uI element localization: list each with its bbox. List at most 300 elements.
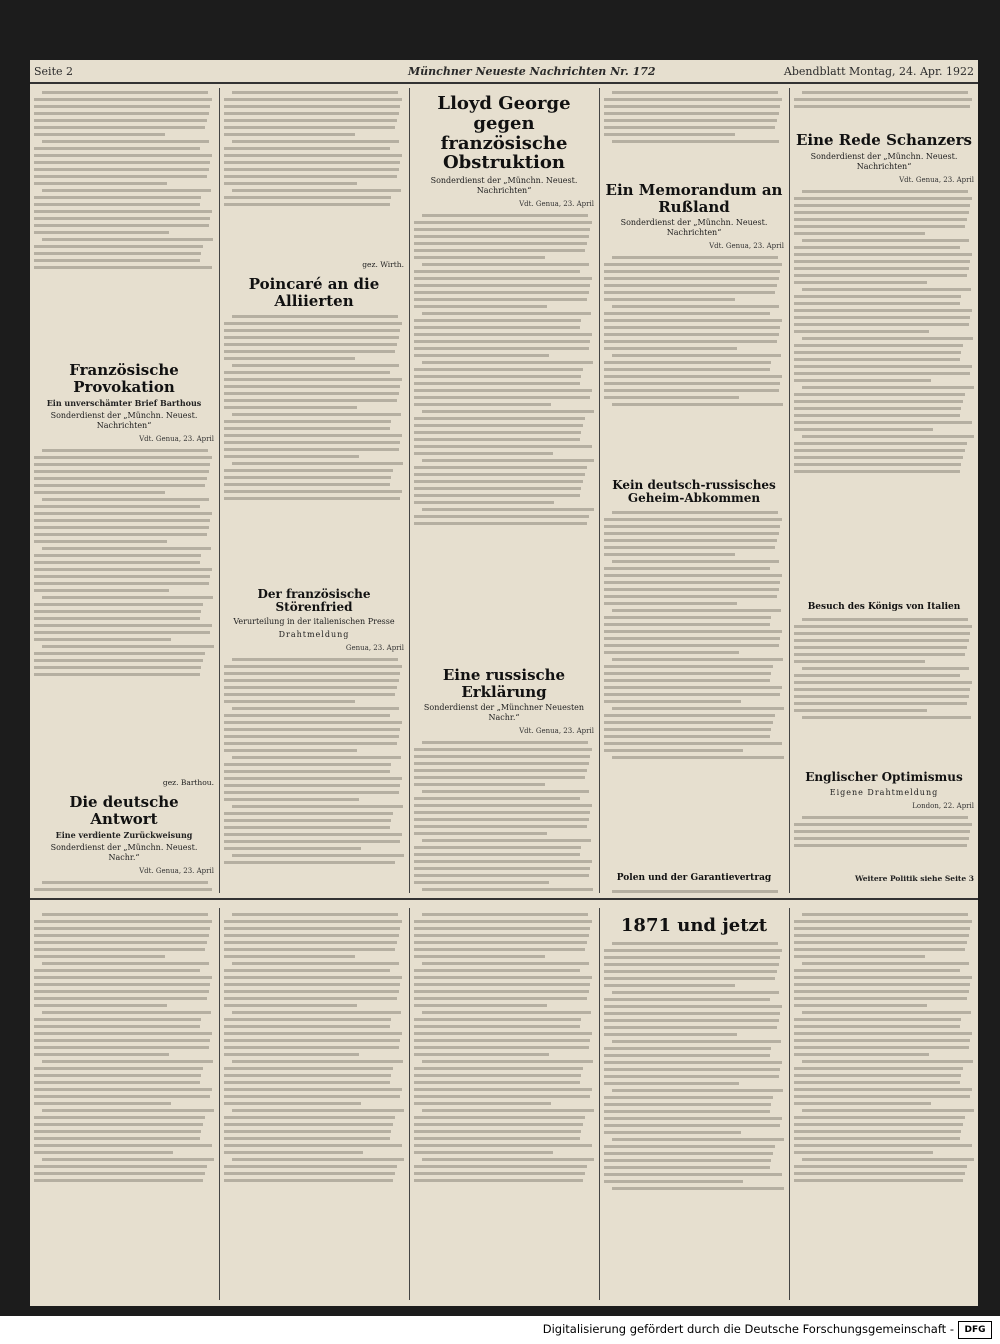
text-line bbox=[414, 424, 583, 427]
text-line bbox=[34, 147, 200, 150]
article-text bbox=[604, 253, 784, 473]
text-line bbox=[604, 956, 780, 959]
text-line bbox=[224, 777, 402, 780]
text-line bbox=[34, 990, 209, 993]
text-line bbox=[34, 659, 203, 662]
text-line bbox=[224, 490, 402, 493]
text-line bbox=[34, 98, 212, 101]
text-line bbox=[34, 463, 210, 466]
text-line bbox=[224, 378, 402, 381]
text-line bbox=[224, 399, 397, 402]
text-line bbox=[794, 709, 927, 712]
text-line bbox=[34, 997, 207, 1000]
digitization-footer bbox=[0, 1316, 1000, 1344]
text-line bbox=[794, 830, 970, 833]
text-line bbox=[794, 407, 961, 410]
text-line bbox=[604, 567, 770, 570]
text-line bbox=[224, 1137, 390, 1140]
headline: Besuch des Königs von Italien bbox=[807, 601, 961, 612]
text-line bbox=[422, 410, 594, 413]
subheadline: Ein unverschämter Brief Barthous bbox=[46, 398, 202, 408]
text-line bbox=[34, 617, 200, 620]
source-line: Sonderdienst der „Münchn. Neuest. Nachrichten“ bbox=[50, 411, 198, 430]
text-line bbox=[794, 316, 970, 319]
text-line bbox=[794, 1123, 963, 1126]
text-line bbox=[224, 434, 402, 437]
text-line bbox=[604, 1180, 743, 1183]
text-line bbox=[414, 769, 587, 772]
text-line bbox=[34, 112, 209, 115]
text-line bbox=[414, 445, 592, 448]
text-line bbox=[224, 672, 400, 675]
text-line bbox=[224, 357, 355, 360]
text-line bbox=[414, 417, 585, 420]
text-line bbox=[414, 340, 590, 343]
text-line bbox=[224, 969, 390, 972]
text-line bbox=[224, 819, 391, 822]
text-line bbox=[794, 639, 969, 642]
column-5 bbox=[794, 88, 974, 893]
text-line bbox=[794, 1004, 927, 1007]
text-line bbox=[232, 913, 398, 916]
text-line bbox=[224, 371, 390, 374]
text-line bbox=[224, 427, 390, 430]
text-line bbox=[604, 735, 770, 738]
text-line bbox=[794, 948, 965, 951]
text-line bbox=[794, 344, 963, 347]
headline: Polen und der Garantievertrag bbox=[616, 873, 772, 884]
text-line bbox=[414, 347, 589, 350]
text-line bbox=[34, 1004, 167, 1007]
text-line bbox=[414, 1102, 551, 1105]
text-line bbox=[224, 1130, 391, 1133]
text-line bbox=[604, 665, 773, 668]
text-line bbox=[604, 1082, 739, 1085]
text-line bbox=[414, 948, 585, 951]
text-line bbox=[34, 1179, 203, 1182]
text-line bbox=[414, 354, 549, 357]
headline: Lloyd George gegen französische Obstruktion bbox=[437, 93, 571, 174]
text-line bbox=[34, 1151, 173, 1154]
text-line bbox=[34, 1123, 203, 1126]
text-line bbox=[414, 1025, 580, 1028]
text-line bbox=[224, 735, 399, 738]
text-line bbox=[224, 147, 390, 150]
text-line bbox=[414, 1046, 589, 1049]
text-line bbox=[794, 1151, 933, 1154]
text-line bbox=[604, 672, 771, 675]
text-line bbox=[34, 477, 207, 480]
text-line bbox=[224, 1095, 400, 1098]
text-line bbox=[34, 1130, 201, 1133]
text-line bbox=[34, 1095, 210, 1098]
text-line bbox=[224, 448, 399, 451]
text-line bbox=[34, 161, 210, 164]
text-line bbox=[224, 126, 395, 129]
bottom-column-5 bbox=[794, 910, 974, 1302]
text-line bbox=[612, 305, 779, 308]
text-line bbox=[34, 941, 207, 944]
text-line bbox=[42, 498, 209, 501]
text-line bbox=[422, 888, 593, 891]
text-line bbox=[224, 1018, 391, 1021]
column-4 bbox=[604, 88, 784, 893]
text-line bbox=[224, 1046, 399, 1049]
text-line bbox=[794, 358, 960, 361]
text-line bbox=[34, 955, 165, 958]
text-line bbox=[224, 721, 402, 724]
text-line bbox=[422, 312, 591, 315]
text-line bbox=[34, 470, 209, 473]
text-line bbox=[794, 372, 970, 375]
text-line bbox=[794, 442, 967, 445]
text-line bbox=[34, 1018, 201, 1021]
text-line bbox=[414, 1144, 592, 1147]
text-line bbox=[34, 1144, 212, 1147]
text-line bbox=[232, 1158, 404, 1161]
text-line bbox=[224, 927, 400, 930]
text-line bbox=[604, 700, 741, 703]
article-text bbox=[794, 910, 974, 1302]
text-line bbox=[794, 997, 967, 1000]
text-line bbox=[794, 990, 969, 993]
text-line bbox=[612, 140, 779, 143]
text-line bbox=[794, 632, 970, 635]
text-line bbox=[414, 983, 590, 986]
text-line bbox=[42, 881, 208, 884]
text-line bbox=[414, 235, 589, 238]
text-line bbox=[414, 1074, 581, 1077]
text-line bbox=[612, 1138, 784, 1141]
text-line bbox=[422, 1011, 591, 1014]
text-line bbox=[604, 686, 782, 689]
text-line bbox=[794, 646, 967, 649]
text-line bbox=[224, 1053, 359, 1056]
text-line bbox=[224, 392, 399, 395]
text-line bbox=[224, 1165, 397, 1168]
text-line bbox=[414, 804, 592, 807]
text-line bbox=[42, 1158, 214, 1161]
text-line bbox=[224, 714, 390, 717]
text-line bbox=[34, 631, 210, 634]
text-line bbox=[604, 970, 777, 973]
text-line bbox=[414, 1151, 553, 1154]
text-line bbox=[232, 315, 398, 318]
text-line bbox=[414, 494, 580, 497]
subheadline: Verurteilung in der italienischen Presse bbox=[233, 617, 395, 627]
text-line bbox=[34, 526, 209, 529]
bottom-column-3 bbox=[414, 910, 594, 1302]
text-line bbox=[34, 1025, 200, 1028]
text-line bbox=[224, 1116, 395, 1119]
text-line bbox=[604, 581, 780, 584]
text-line bbox=[414, 249, 585, 252]
text-line bbox=[604, 1173, 782, 1176]
text-line bbox=[34, 666, 201, 669]
text-line bbox=[794, 1137, 960, 1140]
text-line bbox=[794, 1067, 963, 1070]
text-line bbox=[34, 182, 167, 185]
text-line bbox=[604, 602, 737, 605]
article-text bbox=[34, 878, 214, 893]
text-line bbox=[232, 756, 401, 759]
text-line bbox=[604, 574, 782, 577]
text-line bbox=[612, 890, 778, 893]
text-line bbox=[34, 983, 210, 986]
text-line bbox=[232, 1060, 403, 1063]
text-line bbox=[604, 984, 735, 987]
text-line bbox=[414, 818, 589, 821]
text-line bbox=[612, 354, 781, 357]
text-line bbox=[232, 91, 398, 94]
text-line bbox=[802, 816, 968, 819]
text-line bbox=[224, 700, 355, 703]
text-line bbox=[414, 797, 580, 800]
text-line bbox=[794, 1039, 970, 1042]
column-rule bbox=[789, 88, 790, 893]
text-line bbox=[224, 203, 390, 206]
text-line bbox=[42, 913, 208, 916]
text-line bbox=[224, 133, 355, 136]
text-line bbox=[34, 652, 205, 655]
text-line bbox=[34, 231, 169, 234]
text-line bbox=[794, 351, 961, 354]
text-line bbox=[794, 1032, 972, 1035]
text-line bbox=[802, 716, 971, 719]
text-line bbox=[604, 340, 777, 343]
text-line bbox=[224, 742, 397, 745]
text-line bbox=[224, 686, 397, 689]
text-line bbox=[224, 833, 402, 836]
text-line bbox=[34, 624, 212, 627]
text-line bbox=[34, 245, 203, 248]
text-line bbox=[604, 1026, 777, 1029]
text-line bbox=[604, 977, 775, 980]
text-line bbox=[34, 1172, 205, 1175]
text-line bbox=[414, 326, 580, 329]
text-line bbox=[794, 844, 967, 847]
dateline: Vdt. Genua, 23. April bbox=[519, 200, 594, 209]
text-line bbox=[604, 518, 782, 521]
text-line bbox=[232, 962, 399, 965]
headline: Kein deutsch-russisches Geheim-Abkommen bbox=[612, 478, 776, 506]
text-line bbox=[414, 1172, 585, 1175]
text-line bbox=[794, 400, 963, 403]
text-line bbox=[604, 291, 775, 294]
text-line bbox=[794, 625, 972, 628]
source-line: Sonderdienst der „Münchn. Neuest. Nachr.“ bbox=[50, 843, 198, 862]
text-line bbox=[604, 693, 780, 696]
text-line bbox=[34, 1102, 171, 1105]
text-line bbox=[604, 651, 739, 654]
text-line bbox=[224, 476, 391, 479]
text-line bbox=[42, 645, 214, 648]
headline: Die deutsche Antwort bbox=[69, 793, 179, 828]
text-line bbox=[794, 470, 960, 473]
text-line bbox=[224, 343, 397, 346]
text-line bbox=[414, 1067, 583, 1070]
text-line bbox=[612, 1089, 783, 1092]
text-line bbox=[794, 920, 972, 923]
text-line bbox=[224, 826, 390, 829]
text-line bbox=[224, 763, 391, 766]
text-line bbox=[224, 1004, 357, 1007]
text-line bbox=[34, 196, 201, 199]
text-line bbox=[604, 749, 743, 752]
text-line bbox=[422, 1109, 594, 1112]
newspaper-page bbox=[30, 60, 978, 1306]
text-line bbox=[224, 997, 397, 1000]
text-line bbox=[794, 674, 960, 677]
text-line bbox=[604, 375, 782, 378]
text-line bbox=[224, 693, 395, 696]
text-line bbox=[604, 105, 780, 108]
text-line bbox=[422, 1158, 594, 1161]
text-line bbox=[414, 846, 581, 849]
text-line bbox=[794, 1025, 960, 1028]
text-line bbox=[224, 861, 395, 864]
headline: 1871 und jetzt bbox=[620, 915, 768, 936]
text-line bbox=[42, 547, 211, 550]
masthead: Münchner Neueste Nachrichten Nr. 172 bbox=[408, 65, 656, 78]
text-line bbox=[414, 298, 587, 301]
text-line bbox=[604, 284, 777, 287]
text-line bbox=[224, 336, 399, 339]
text-line bbox=[42, 1011, 211, 1014]
text-line bbox=[604, 1131, 741, 1134]
text-line bbox=[224, 420, 391, 423]
text-line bbox=[604, 1124, 780, 1127]
text-line bbox=[604, 1159, 771, 1162]
article-text bbox=[34, 88, 214, 356]
text-line bbox=[34, 1039, 210, 1042]
text-line bbox=[422, 459, 594, 462]
text-line bbox=[34, 920, 212, 923]
text-line bbox=[612, 403, 783, 406]
text-line bbox=[224, 955, 355, 958]
text-line bbox=[604, 553, 735, 556]
text-line bbox=[422, 508, 594, 511]
text-line bbox=[794, 1081, 960, 1084]
article-text bbox=[34, 910, 214, 1302]
text-line bbox=[794, 211, 969, 214]
text-line bbox=[224, 791, 399, 794]
text-line bbox=[34, 133, 165, 136]
text-line bbox=[612, 91, 778, 94]
wire-line: Drahtmeldung bbox=[278, 630, 350, 640]
text-line bbox=[794, 941, 967, 944]
text-line bbox=[34, 224, 209, 227]
text-line bbox=[794, 1095, 970, 1098]
text-line bbox=[224, 119, 397, 122]
text-line bbox=[414, 825, 587, 828]
text-line bbox=[604, 361, 771, 364]
text-line bbox=[34, 934, 209, 937]
text-line bbox=[802, 913, 968, 916]
text-line bbox=[604, 389, 779, 392]
text-line bbox=[604, 728, 771, 731]
text-line bbox=[224, 322, 402, 325]
text-line bbox=[42, 1060, 213, 1063]
text-line bbox=[612, 756, 784, 759]
text-line bbox=[604, 595, 777, 598]
dateline: Genua, 23. April bbox=[345, 644, 404, 653]
dfg-logo: DFG bbox=[958, 1321, 992, 1339]
text-line bbox=[794, 955, 925, 958]
text-line bbox=[414, 881, 549, 884]
text-line bbox=[34, 512, 212, 515]
article-text bbox=[604, 508, 784, 868]
text-line bbox=[794, 295, 961, 298]
text-line bbox=[794, 421, 972, 424]
text-line bbox=[34, 969, 200, 972]
text-line bbox=[414, 480, 583, 483]
text-line bbox=[414, 832, 547, 835]
text-line bbox=[414, 853, 580, 856]
article-text bbox=[604, 939, 784, 1299]
text-line bbox=[422, 839, 591, 842]
text-line bbox=[794, 1179, 963, 1182]
text-line bbox=[612, 560, 779, 563]
text-line bbox=[802, 91, 968, 94]
text-line bbox=[34, 217, 210, 220]
page-header bbox=[30, 60, 978, 84]
text-line bbox=[422, 913, 588, 916]
headline: Eine Rede Schanzers bbox=[796, 131, 972, 149]
text-line bbox=[794, 218, 967, 221]
text-line bbox=[604, 270, 780, 273]
text-line bbox=[414, 1116, 585, 1119]
text-line bbox=[34, 554, 201, 557]
text-line bbox=[794, 414, 960, 417]
text-line bbox=[414, 403, 551, 406]
text-line bbox=[224, 1172, 395, 1175]
signature: gez. Barthou. bbox=[162, 778, 214, 787]
text-line bbox=[414, 934, 589, 937]
text-line bbox=[414, 867, 590, 870]
text-line bbox=[802, 337, 973, 340]
text-line bbox=[794, 253, 972, 256]
text-line bbox=[604, 1068, 780, 1071]
text-line bbox=[794, 379, 931, 382]
bottom-column-4 bbox=[604, 910, 784, 1302]
text-line bbox=[604, 546, 775, 549]
text-line bbox=[802, 962, 969, 965]
text-line bbox=[224, 1081, 390, 1084]
text-line bbox=[414, 1018, 581, 1021]
text-line bbox=[414, 473, 585, 476]
text-line bbox=[604, 277, 779, 280]
text-line bbox=[794, 98, 972, 101]
text-line bbox=[604, 1166, 770, 1169]
text-line bbox=[224, 847, 361, 850]
text-line bbox=[604, 112, 779, 115]
text-line bbox=[414, 941, 587, 944]
text-line bbox=[414, 368, 583, 371]
text-line bbox=[34, 540, 167, 543]
headline: Ein Memorandum an Rußland bbox=[605, 181, 783, 216]
text-line bbox=[794, 1172, 965, 1175]
text-line bbox=[414, 1053, 549, 1056]
feuilleton-rule bbox=[30, 898, 978, 900]
text-line bbox=[414, 997, 587, 1000]
text-line bbox=[34, 568, 212, 571]
text-line bbox=[422, 263, 589, 266]
article-text bbox=[414, 211, 594, 661]
text-line bbox=[414, 1039, 590, 1042]
text-line bbox=[794, 267, 969, 270]
text-line bbox=[414, 1095, 590, 1098]
